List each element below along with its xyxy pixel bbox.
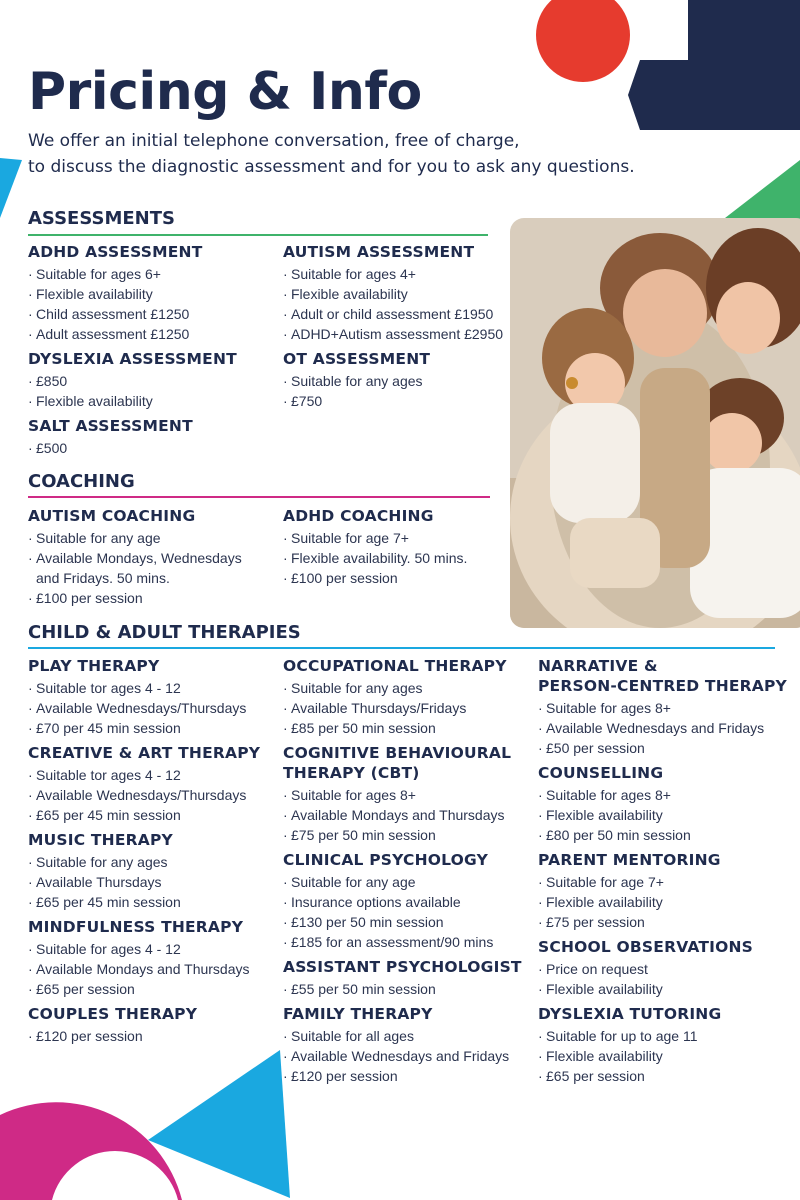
assessments-header: ASSESSMENTS <box>28 208 175 229</box>
service-detail-item: · Adult or child assessment £1950 <box>283 304 508 324</box>
therapies-rule <box>28 647 775 649</box>
service-detail-item: · £750 <box>283 391 508 411</box>
service-detail-item: · Available Mondays and Thursdays <box>28 959 273 979</box>
service-title-line: NARRATIVE & <box>538 657 658 675</box>
service-block <box>28 349 273 411</box>
service-detail-list <box>283 872 528 952</box>
service-detail-item: · Suitable for ages 8+ <box>283 785 528 805</box>
service-title <box>28 1004 273 1024</box>
coaching-rule <box>28 496 490 498</box>
service-detail-item: · £85 per 50 min session <box>283 718 528 738</box>
service-detail-list <box>28 852 273 912</box>
service-detail-list <box>538 959 788 999</box>
service-detail-item: · Available Wednesdays/Thursdays <box>28 785 273 805</box>
service-block <box>538 656 788 758</box>
service-detail-item: · Available Mondays and Thursdays <box>283 805 528 825</box>
service-title <box>28 830 273 850</box>
coaching-header: COACHING <box>28 471 135 492</box>
service-detail-item: · £130 per 50 min session <box>283 912 528 932</box>
service-detail-item: · Suitable tor ages 4 - 12 <box>28 678 273 698</box>
service-title <box>28 349 273 369</box>
service-detail-list <box>28 939 273 999</box>
service-block <box>283 957 528 999</box>
service-title <box>283 957 528 977</box>
service-title-line: DYSLEXIA ASSESSMENT <box>28 350 237 368</box>
service-title-line: SALT ASSESSMENT <box>28 417 193 435</box>
service-title-line: COUNSELLING <box>538 764 664 782</box>
service-detail-item: · £65 per 45 min session <box>28 805 273 825</box>
service-detail-item: · Suitable for any age <box>28 528 258 548</box>
service-detail-item: · Suitable for up to age 11 <box>538 1026 788 1046</box>
service-detail-list <box>538 785 788 845</box>
service-detail-item: · Insurance options available <box>283 892 528 912</box>
service-block <box>283 1004 528 1086</box>
therapies-col-2 <box>283 656 528 1091</box>
coaching-col-2 <box>283 506 508 593</box>
service-detail-item: · £70 per 45 min session <box>28 718 273 738</box>
service-detail-item: · £75 per 50 min session <box>283 825 528 845</box>
service-detail-item: · Suitable for any ages <box>283 678 528 698</box>
service-title <box>283 656 528 676</box>
service-block <box>28 917 273 999</box>
service-detail-item: · Suitable for any ages <box>28 852 273 872</box>
service-title-line: OT ASSESSMENT <box>283 350 431 368</box>
service-detail-item: · £80 per 50 min session <box>538 825 788 845</box>
service-title-line: COUPLES THERAPY <box>28 1005 198 1023</box>
service-detail-item: · £100 per session <box>28 588 258 608</box>
service-block <box>283 349 508 411</box>
service-title-line: AUTISM COACHING <box>28 507 196 525</box>
service-title-line: MINDFULNESS THERAPY <box>28 918 244 936</box>
service-detail-item: · Flexible availability <box>538 805 788 825</box>
service-detail-item: · Flexible availability. 50 mins. <box>283 548 508 568</box>
service-detail-list <box>283 528 508 588</box>
service-block <box>283 656 528 738</box>
service-detail-item: · Flexible availability <box>283 284 508 304</box>
service-title <box>28 743 273 763</box>
service-detail-item: · Suitable for ages 4+ <box>283 264 508 284</box>
service-block <box>283 506 508 588</box>
service-title-line: DYSLEXIA TUTORING <box>538 1005 722 1023</box>
service-title-line: SCHOOL OBSERVATIONS <box>538 938 754 956</box>
service-title-line: MUSIC THERAPY <box>28 831 173 849</box>
service-detail-item: · Suitable for all ages <box>283 1026 528 1046</box>
service-detail-item: · Suitable for ages 4 - 12 <box>28 939 273 959</box>
service-title <box>283 743 528 783</box>
intro-text <box>28 128 668 180</box>
service-detail-list <box>283 264 508 344</box>
assessments-rule <box>28 234 488 236</box>
service-block <box>28 1004 273 1046</box>
service-block <box>28 830 273 912</box>
service-detail-item: · Available Thursdays/Fridays <box>283 698 528 718</box>
service-detail-list <box>283 678 528 738</box>
service-detail-item: · £55 per 50 min session <box>283 979 528 999</box>
service-title <box>283 850 528 870</box>
service-detail-item: · Suitable for age 7+ <box>538 872 788 892</box>
service-title <box>538 1004 788 1024</box>
intro-line-2: to discuss the diagnostic assessment and for you to ask any questions. <box>28 157 635 177</box>
service-title <box>538 656 788 696</box>
service-title-line: ASSISTANT PSYCHOLOGIST <box>283 958 522 976</box>
service-detail-item: · Flexible availability <box>28 391 273 411</box>
service-detail-item: · £120 per session <box>283 1066 528 1086</box>
service-detail-list <box>538 1026 788 1086</box>
page-title: Pricing & Info <box>28 62 422 122</box>
service-detail-list <box>283 979 528 999</box>
service-title-line: ADHD COACHING <box>283 507 434 525</box>
service-title-line: PERSON-CENTRED THERAPY <box>538 677 787 695</box>
service-title <box>283 349 508 369</box>
service-title-line: THERAPY (CBT) <box>283 764 420 782</box>
service-detail-item: · Available Wednesdays and Fridays <box>283 1046 528 1066</box>
service-detail-list <box>28 264 273 344</box>
magenta-ring-shape <box>0 1102 182 1200</box>
service-title <box>28 506 258 526</box>
service-title <box>283 506 508 526</box>
service-block <box>28 416 273 458</box>
service-block <box>28 242 273 344</box>
service-detail-item: · ADHD+Autism assessment £2950 <box>283 324 508 344</box>
service-detail-item: · Suitable for ages 8+ <box>538 698 788 718</box>
service-detail-list <box>283 785 528 845</box>
service-detail-item: · Flexible availability <box>538 1046 788 1066</box>
service-detail-item: · Suitable for ages 8+ <box>538 785 788 805</box>
service-detail-list <box>28 371 273 411</box>
service-detail-list <box>538 872 788 932</box>
service-title-line: CLINICAL PSYCHOLOGY <box>283 851 489 869</box>
service-detail-item: · £65 per session <box>538 1066 788 1086</box>
service-title-line: FAMILY THERAPY <box>283 1005 433 1023</box>
family-photo-icon <box>510 218 800 628</box>
service-detail-item: · £65 per session <box>28 979 273 999</box>
coaching-col-1 <box>28 506 258 613</box>
service-block <box>538 1004 788 1086</box>
service-title <box>28 416 273 436</box>
service-detail-item: · Suitable for any ages <box>283 371 508 391</box>
service-detail-list <box>28 528 258 608</box>
service-detail-item: · Suitable for age 7+ <box>283 528 508 548</box>
service-detail-item: · Child assessment £1250 <box>28 304 273 324</box>
service-block <box>283 850 528 952</box>
service-block <box>28 506 258 608</box>
service-detail-item: · Flexible availability <box>28 284 273 304</box>
service-block <box>28 743 273 825</box>
therapies-col-3 <box>538 656 788 1091</box>
service-title-line: PARENT MENTORING <box>538 851 721 869</box>
service-title-line: ADHD ASSESSMENT <box>28 243 203 261</box>
service-block <box>28 656 273 738</box>
service-title <box>28 917 273 937</box>
service-detail-list <box>28 1026 273 1046</box>
service-detail-list <box>28 765 273 825</box>
service-detail-list <box>283 1026 528 1086</box>
intro-line-1: We offer an initial telephone conversation, free of charge, <box>28 131 520 151</box>
assessments-col-2 <box>283 242 508 416</box>
service-block <box>538 850 788 932</box>
service-title-line: CREATIVE & ART THERAPY <box>28 744 261 762</box>
service-detail-item: · £185 for an assessment/90 mins <box>283 932 528 952</box>
service-detail-item: · Flexible availability <box>538 892 788 912</box>
family-photo <box>510 218 800 628</box>
therapies-header: CHILD & ADULT THERAPIES <box>28 622 301 643</box>
service-detail-list <box>538 698 788 758</box>
service-detail-item: · £850 <box>28 371 273 391</box>
cyan-triangle-bottom-shape <box>148 1050 290 1198</box>
assessments-col-1 <box>28 242 273 463</box>
service-detail-item: · £500 <box>28 438 273 458</box>
service-block <box>538 937 788 999</box>
service-block <box>538 763 788 845</box>
green-triangle-shape <box>725 160 800 225</box>
service-title <box>538 763 788 783</box>
service-detail-item: · Suitable for any age <box>283 872 528 892</box>
service-block <box>283 242 508 344</box>
service-detail-item: · £65 per 45 min session <box>28 892 273 912</box>
service-block <box>283 743 528 845</box>
service-title <box>283 1004 528 1024</box>
service-title-line: COGNITIVE BEHAVIOURAL <box>283 744 512 762</box>
service-detail-item: · £120 per session <box>28 1026 273 1046</box>
service-title <box>28 242 273 262</box>
service-detail-item: · Suitable tor ages 4 - 12 <box>28 765 273 785</box>
service-title <box>538 937 788 957</box>
service-detail-list <box>283 371 508 411</box>
service-title <box>28 656 273 676</box>
service-detail-item: · £75 per session <box>538 912 788 932</box>
red-circle-shape <box>536 0 630 82</box>
service-detail-list <box>28 438 273 458</box>
service-detail-item: · Adult assessment £1250 <box>28 324 273 344</box>
service-detail-item: · £100 per session <box>283 568 508 588</box>
service-title <box>283 242 508 262</box>
service-title-line: OCCUPATIONAL THERAPY <box>283 657 507 675</box>
service-detail-item: · Suitable for ages 6+ <box>28 264 273 284</box>
service-title <box>538 850 788 870</box>
service-title-line: PLAY THERAPY <box>28 657 160 675</box>
service-detail-item: · Price on request <box>538 959 788 979</box>
service-detail-item: · Available Mondays, Wednesdays and Fridays. 50 mins. <box>28 548 258 588</box>
therapies-col-1 <box>28 656 273 1051</box>
service-detail-list <box>28 678 273 738</box>
navy-steps-shape <box>628 0 800 130</box>
cyan-triangle-left-shape <box>0 158 22 218</box>
service-detail-item: · Available Thursdays <box>28 872 273 892</box>
service-title-line: AUTISM ASSESSMENT <box>283 243 475 261</box>
service-detail-item: · Available Wednesdays and Fridays <box>538 718 788 738</box>
service-detail-item: · Flexible availability <box>538 979 788 999</box>
service-detail-item: · £50 per session <box>538 738 788 758</box>
service-detail-item: · Available Wednesdays/Thursdays <box>28 698 273 718</box>
